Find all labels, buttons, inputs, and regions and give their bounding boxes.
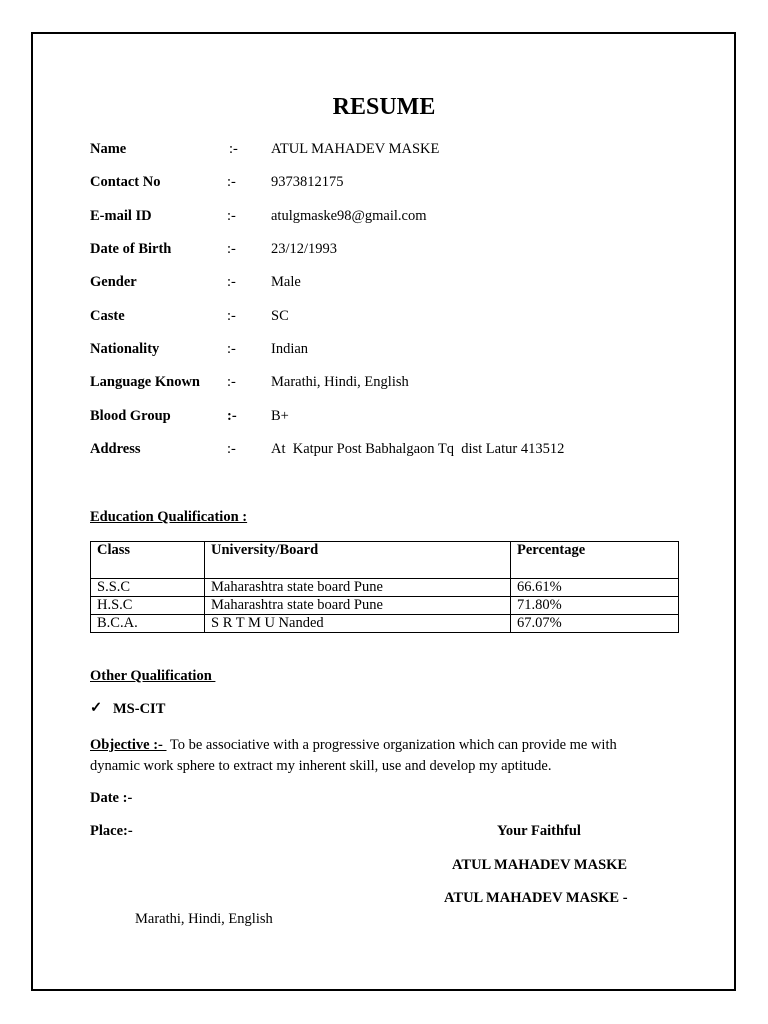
header-university: University/Board — [205, 542, 511, 579]
language-value: Marathi, Hindi, English — [271, 374, 409, 390]
name-value: ATUL MAHADEV MASKE — [271, 141, 440, 157]
gender-label: Gender — [90, 274, 137, 290]
cell-percentage: 71.80% — [511, 597, 679, 615]
table-row — [91, 579, 679, 597]
other-qualification-item: MS-CIT — [113, 701, 166, 717]
document-title: RESUME — [332, 94, 436, 120]
cell-percentage: 67.07% — [511, 615, 679, 633]
cell-class: S.S.C — [91, 579, 205, 597]
contact-label: Contact No — [90, 174, 161, 190]
footer-languages: Marathi, Hindi, English — [135, 911, 273, 927]
header-percentage: Percentage — [511, 542, 679, 579]
blood-group-label: Blood Group — [90, 408, 171, 424]
cell-university: Maharashtra state board Pune — [205, 579, 511, 597]
email-separator: :- — [227, 208, 236, 224]
place-label: Place:- — [90, 823, 133, 839]
address-value: At Katpur Post Babhalgaon Tq dist Latur 413512 — [271, 441, 565, 457]
table-header-row — [91, 542, 679, 579]
caste-label: Caste — [90, 308, 125, 324]
address-label: Address — [90, 441, 141, 457]
nationality-value: Indian — [271, 341, 309, 357]
table-row — [91, 597, 679, 615]
language-label: Language Known — [90, 374, 200, 390]
blood-group-value: B+ — [271, 408, 289, 424]
signature-name: ATUL MAHADEV MASKE — [452, 857, 628, 873]
date-label: Date :- — [90, 790, 133, 806]
closing-text: Your Faithful — [497, 823, 581, 839]
contact-separator: :- — [227, 174, 236, 190]
gender-value: Male — [271, 274, 301, 290]
signature-name-repeat: ATUL MAHADEV MASKE - — [444, 890, 628, 906]
objective-paragraph — [90, 735, 650, 777]
education-table — [90, 541, 679, 633]
caste-value: SC — [271, 308, 289, 324]
cell-university: Maharashtra state board Pune — [205, 597, 511, 615]
email-value: atulgmaske98@gmail.com — [271, 208, 427, 224]
address-separator: :- — [227, 441, 236, 457]
name-separator: :- — [229, 141, 238, 157]
blood-group-separator: :- — [227, 408, 237, 424]
education-heading: Education Qualification : — [90, 509, 248, 525]
nationality-label: Nationality — [90, 341, 160, 357]
language-separator: :- — [227, 374, 236, 390]
other-qualification-heading: Other Qualification — [90, 668, 216, 684]
dob-value: 23/12/1993 — [271, 241, 338, 257]
nationality-separator: :- — [227, 341, 236, 357]
caste-separator: :- — [227, 308, 236, 324]
cell-class: B.C.A. — [91, 615, 205, 633]
objective-text: To be associative with a progressive organization which can provide me with dynamic work sphere to extract my inherent skill, use and develop my aptitude. — [90, 737, 617, 774]
gender-separator: :- — [227, 274, 236, 290]
header-class: Class — [91, 542, 205, 579]
table-row — [91, 615, 679, 633]
objective-label: Objective :- — [90, 737, 167, 753]
cell-class: H.S.C — [91, 597, 205, 615]
name-label: Name — [90, 141, 127, 157]
checkmark-icon: ✓ — [90, 700, 103, 716]
cell-percentage: 66.61% — [511, 579, 679, 597]
cell-university: S R T M U Nanded — [205, 615, 511, 633]
dob-separator: :- — [227, 241, 236, 257]
email-label: E-mail ID — [90, 208, 152, 224]
dob-label: Date of Birth — [90, 241, 172, 257]
contact-value: 9373812175 — [271, 174, 344, 190]
